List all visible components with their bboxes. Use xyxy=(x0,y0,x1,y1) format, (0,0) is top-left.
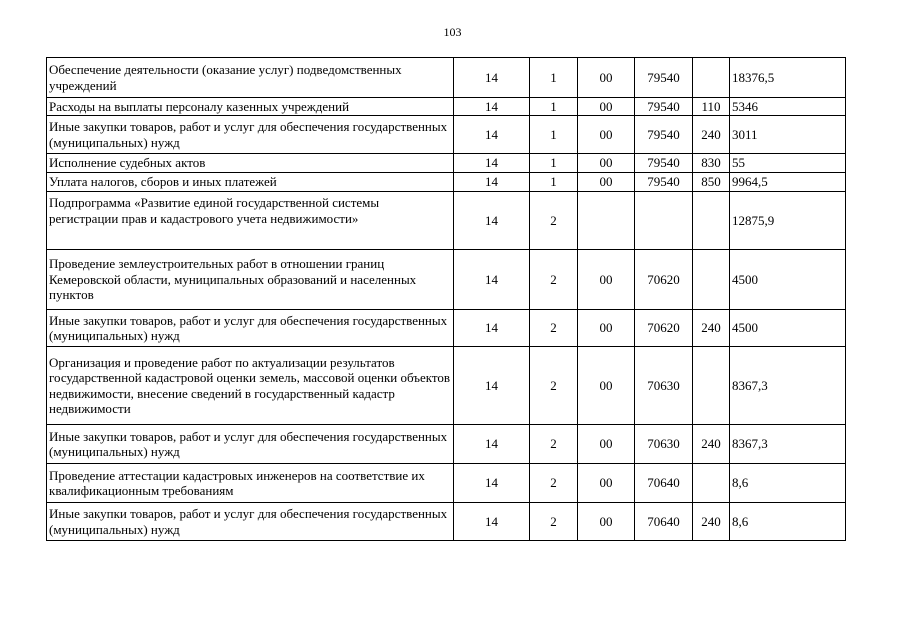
target-article-part2: 70640 xyxy=(635,464,693,503)
target-article-part1: 00 xyxy=(578,173,635,192)
expense-type-code: 240 xyxy=(693,425,730,464)
amount: 9964,5 xyxy=(730,173,846,192)
row-name: Расходы на выплаты персоналу казенных учреждений xyxy=(47,98,454,116)
target-article-part2: 70620 xyxy=(635,310,693,347)
budget-table xyxy=(46,57,846,541)
table-row xyxy=(47,192,846,250)
expense-type-code: 110 xyxy=(693,98,730,116)
subsection-code: 2 xyxy=(530,192,578,250)
row-name: Уплата налогов, сборов и иных платежей xyxy=(47,173,454,192)
target-article-part2: 79540 xyxy=(635,98,693,116)
subsection-code: 1 xyxy=(530,154,578,173)
section-code: 14 xyxy=(454,425,530,464)
subsection-code: 2 xyxy=(530,250,578,310)
section-code: 14 xyxy=(454,116,530,154)
expense-type-code xyxy=(693,192,730,250)
section-code: 14 xyxy=(454,192,530,250)
target-article-part2: 70630 xyxy=(635,425,693,464)
amount: 8367,3 xyxy=(730,425,846,464)
amount: 4500 xyxy=(730,310,846,347)
row-name: Проведение аттестации кадастровых инженеров на соответствие их квалификационным требованиям xyxy=(47,464,454,503)
expense-type-code: 240 xyxy=(693,310,730,347)
target-article-part2: 79540 xyxy=(635,58,693,98)
target-article-part1: 00 xyxy=(578,503,635,541)
target-article-part1: 00 xyxy=(578,98,635,116)
table-row xyxy=(47,250,846,310)
row-name: Исполнение судебных актов xyxy=(47,154,454,173)
target-article-part2: 70620 xyxy=(635,250,693,310)
section-code: 14 xyxy=(454,154,530,173)
target-article-part1 xyxy=(578,192,635,250)
target-article-part1: 00 xyxy=(578,425,635,464)
expense-type-code xyxy=(693,464,730,503)
expense-type-code xyxy=(693,58,730,98)
row-name: Подпрограмма «Развитие единой государственной системы регистрации прав и кадастрового учета недвижимости» xyxy=(47,192,454,250)
row-name: Иные закупки товаров, работ и услуг для обеспечения государственных (муниципальных) нужд xyxy=(47,116,454,154)
amount: 4500 xyxy=(730,250,846,310)
expense-type-code xyxy=(693,250,730,310)
target-article-part1: 00 xyxy=(578,310,635,347)
expense-type-code: 240 xyxy=(693,116,730,154)
target-article-part2: 70640 xyxy=(635,503,693,541)
table-row xyxy=(47,464,846,503)
amount: 8,6 xyxy=(730,464,846,503)
section-code: 14 xyxy=(454,58,530,98)
amount: 8,6 xyxy=(730,503,846,541)
subsection-code: 1 xyxy=(530,58,578,98)
expense-type-code xyxy=(693,347,730,425)
subsection-code: 2 xyxy=(530,425,578,464)
target-article-part2: 70630 xyxy=(635,347,693,425)
expense-type-code: 240 xyxy=(693,503,730,541)
table-row xyxy=(47,116,846,154)
table-row xyxy=(47,154,846,173)
amount: 3011 xyxy=(730,116,846,154)
section-code: 14 xyxy=(454,347,530,425)
target-article-part1: 00 xyxy=(578,58,635,98)
amount: 8367,3 xyxy=(730,347,846,425)
target-article-part2: 79540 xyxy=(635,116,693,154)
table-row xyxy=(47,58,846,98)
section-code: 14 xyxy=(454,464,530,503)
subsection-code: 1 xyxy=(530,98,578,116)
table-row xyxy=(47,310,846,347)
subsection-code: 2 xyxy=(530,503,578,541)
amount: 12875,9 xyxy=(730,192,846,250)
section-code: 14 xyxy=(454,250,530,310)
table-row xyxy=(47,425,846,464)
target-article-part1: 00 xyxy=(578,250,635,310)
subsection-code: 2 xyxy=(530,310,578,347)
target-article-part2: 79540 xyxy=(635,173,693,192)
target-article-part1: 00 xyxy=(578,154,635,173)
amount: 18376,5 xyxy=(730,58,846,98)
target-article-part1: 00 xyxy=(578,116,635,154)
amount: 5346 xyxy=(730,98,846,116)
expense-type-code: 830 xyxy=(693,154,730,173)
row-name: Проведение землеустроительных работ в отношении границ Кемеровской области, муниципальных образований и населенных пунктов xyxy=(47,250,454,310)
row-name: Иные закупки товаров, работ и услуг для обеспечения государственных (муниципальных) нужд xyxy=(47,503,454,541)
row-name: Иные закупки товаров, работ и услуг для обеспечения государственных (муниципальных) нужд xyxy=(47,310,454,347)
row-name: Обеспечение деятельности (оказание услуг) подведомственных учреждений xyxy=(47,58,454,98)
table-row xyxy=(47,503,846,541)
section-code: 14 xyxy=(454,503,530,541)
section-code: 14 xyxy=(454,310,530,347)
row-name: Иные закупки товаров, работ и услуг для обеспечения государственных (муниципальных) нужд xyxy=(47,425,454,464)
table-row xyxy=(47,173,846,192)
page-number: 103 xyxy=(443,25,462,39)
table-row xyxy=(47,98,846,116)
row-name: Организация и проведение работ по актуализации результатов государственной кадастровой оценки земель, массовой оценки объектов недвижимости, внесение сведений в государственный кадастр недвижимости xyxy=(47,347,454,425)
subsection-code: 1 xyxy=(530,173,578,192)
target-article-part1: 00 xyxy=(578,347,635,425)
target-article-part1: 00 xyxy=(578,464,635,503)
section-code: 14 xyxy=(454,173,530,192)
subsection-code: 2 xyxy=(530,464,578,503)
subsection-code: 1 xyxy=(530,116,578,154)
target-article-part2: 79540 xyxy=(635,154,693,173)
target-article-part2 xyxy=(635,192,693,250)
amount: 55 xyxy=(730,154,846,173)
expense-type-code: 850 xyxy=(693,173,730,192)
section-code: 14 xyxy=(454,98,530,116)
subsection-code: 2 xyxy=(530,347,578,425)
table-row xyxy=(47,347,846,425)
